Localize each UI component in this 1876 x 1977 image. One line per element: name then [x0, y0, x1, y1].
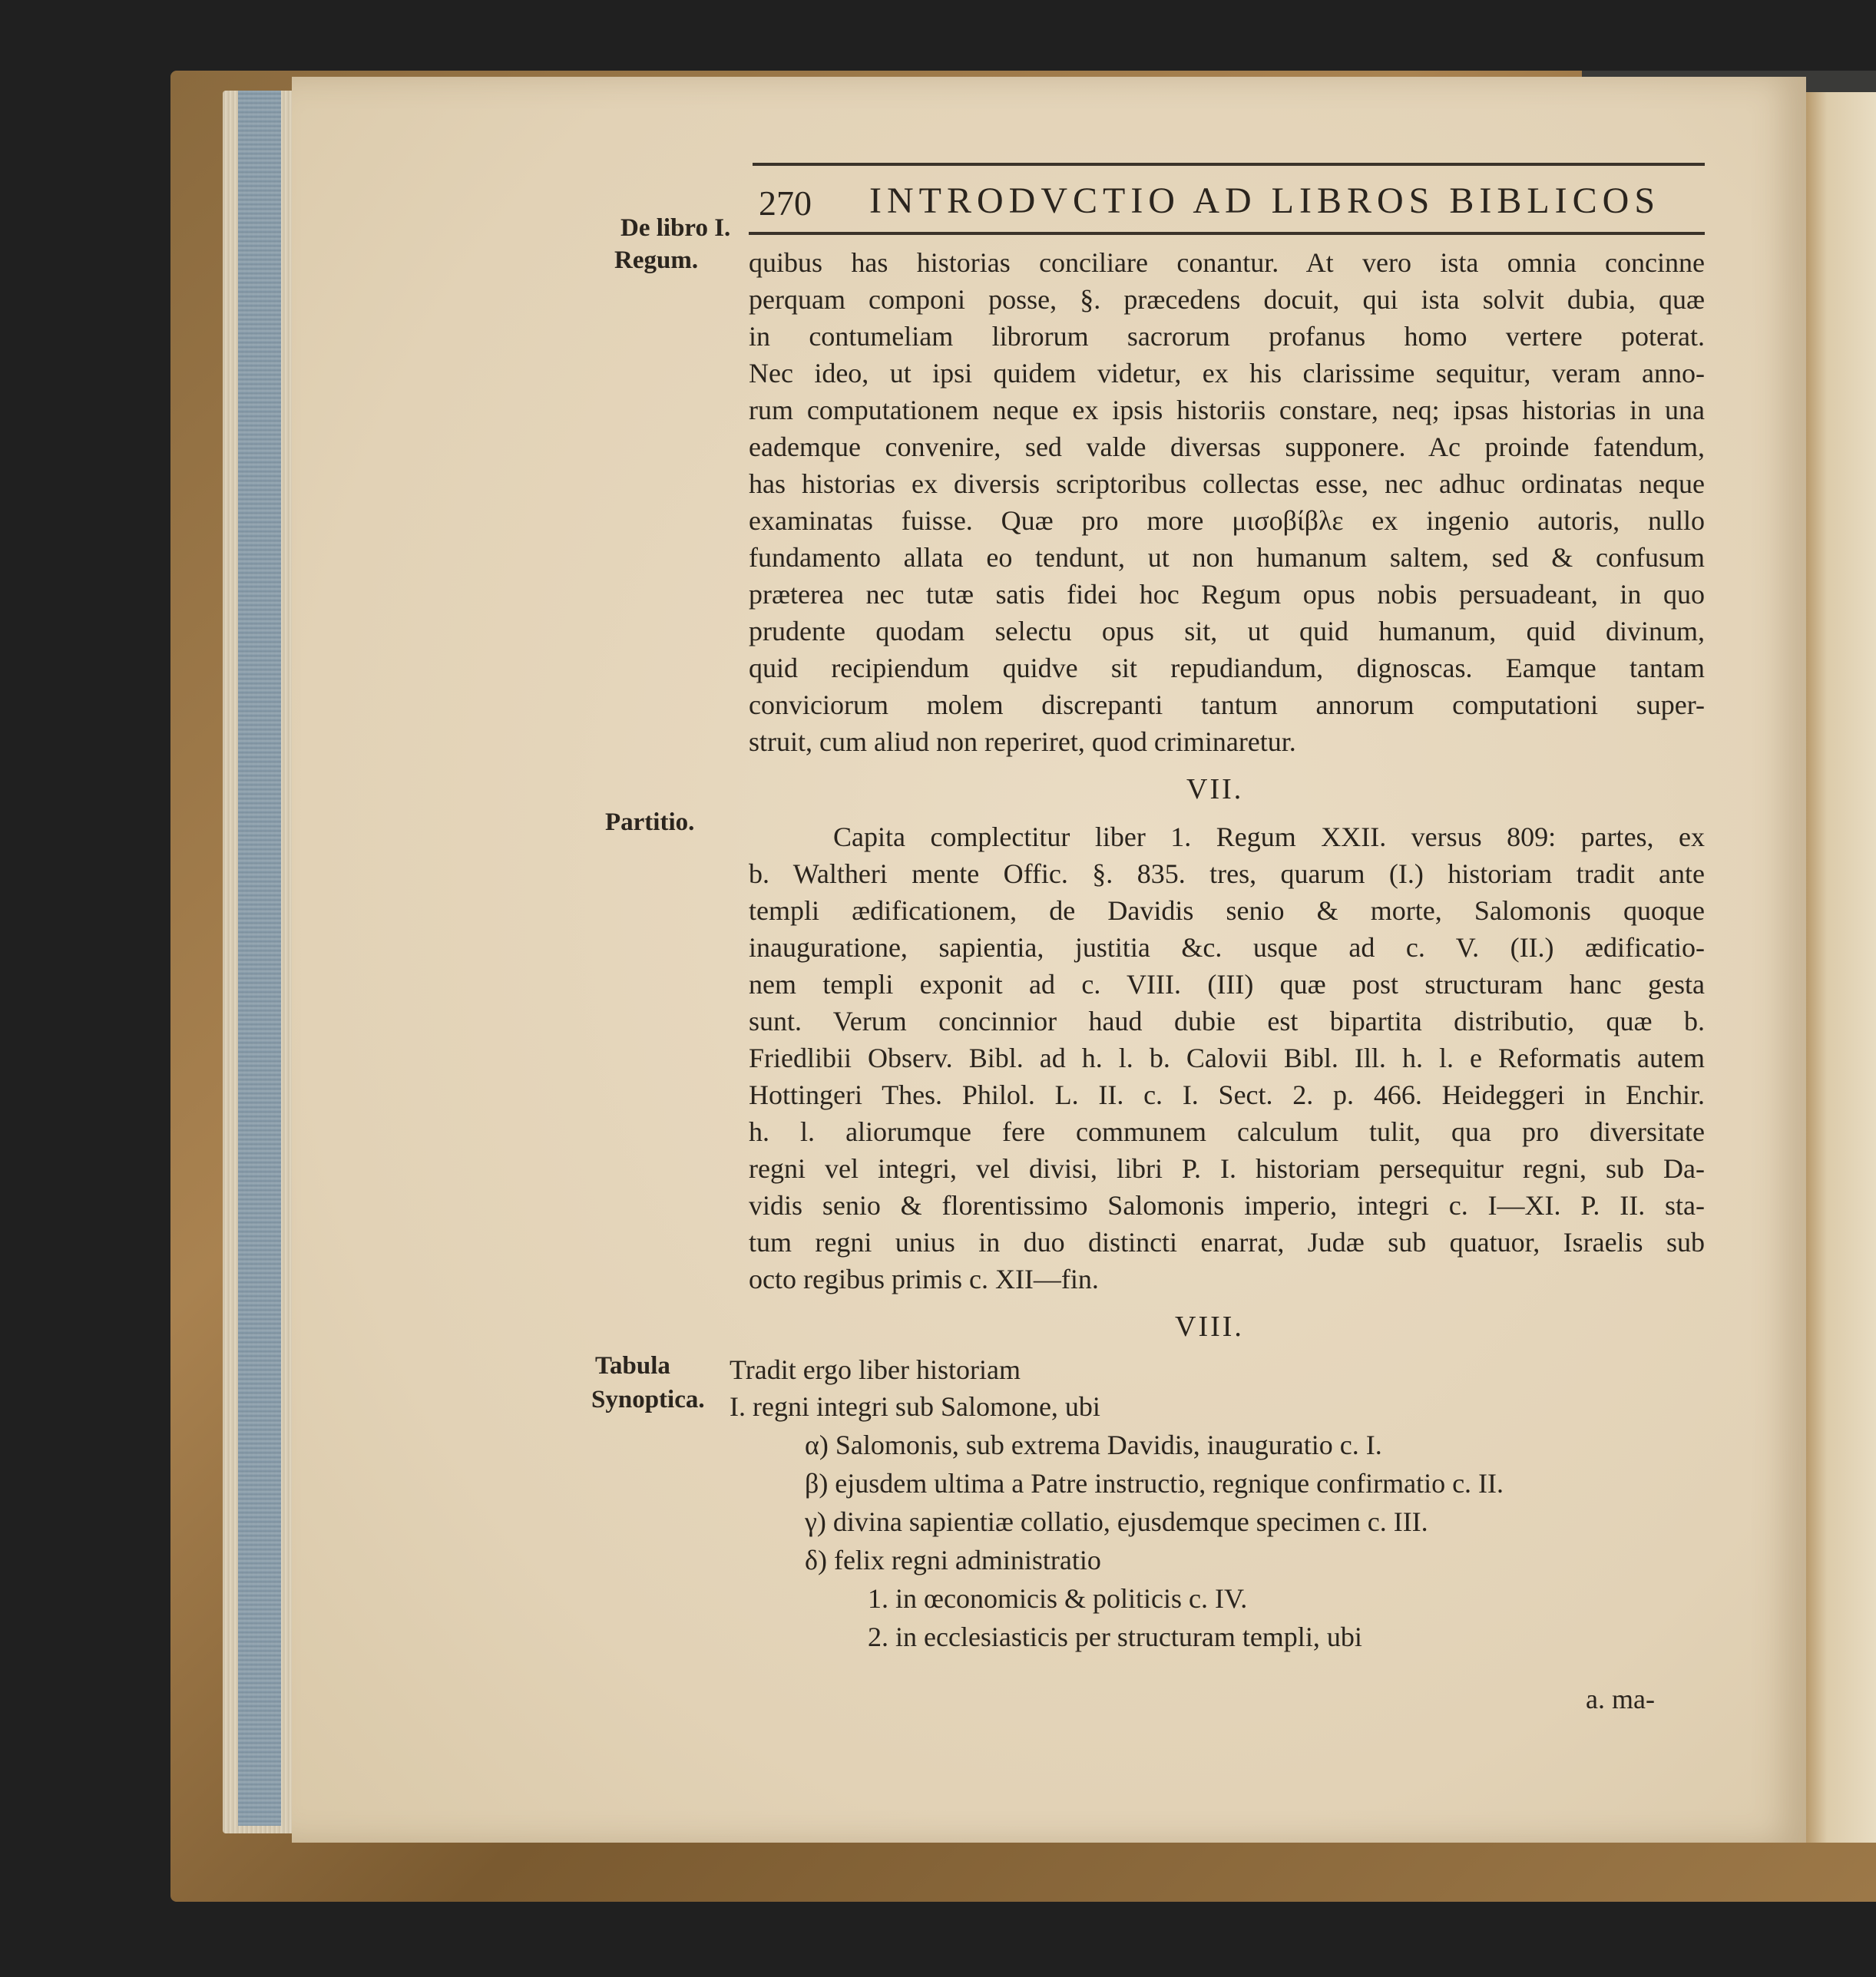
- text-line: vidis senio & florentissimo Salomonis imperio, integri c. I—XI. P. II. sta-: [749, 1190, 1705, 1221]
- text-line: quid recipiendum quidve sit repudiandum, dignoscas. Eamque tantam: [749, 653, 1705, 683]
- text-line: tum regni unius in duo distincti enarrat, Judæ sub quatuor, Israelis sub: [749, 1227, 1705, 1258]
- text-line: regni vel integri, vel divisi, libri P. I. historiam persequitur regni, sub Da-: [749, 1153, 1705, 1184]
- text-line: Friedlibii Observ. Bibl. ad h. l. b. Calovii Bibl. Ill. h. l. e Reformatis autem: [749, 1043, 1705, 1073]
- text-line: in contumeliam librorum sacrorum profanus homo vertere poterat.: [749, 321, 1705, 352]
- text-line: templi ædificationem, de Davidis senio & morte, Salomonis quoque: [749, 895, 1705, 926]
- margin-note-de-libro: De libro I.: [620, 214, 731, 242]
- header-rule-top: [753, 163, 1705, 166]
- text-line: b. Waltheri mente Offic. §. 835. tres, quarum (I.) historiam tradit ante: [749, 858, 1705, 889]
- margin-note-synoptica: Synoptica.: [591, 1386, 705, 1413]
- text-line: sunt. Verum concinnior haud dubie est bipartita distributio, quæ b.: [749, 1006, 1705, 1036]
- text-line: quibus has historias conciliare conantur. At vero ista omnia concinne: [749, 247, 1705, 278]
- synopsis-item: α) Salomonis, sub extrema Davidis, inauguratio c. I.: [805, 1430, 1382, 1460]
- section-number-vii: VII.: [1186, 773, 1244, 805]
- margin-note-partitio: Partitio.: [605, 808, 695, 836]
- margin-note-tabula: Tabula: [595, 1352, 670, 1380]
- section-number-viii: VIII.: [1175, 1311, 1244, 1343]
- margin-note-regum: Regum.: [614, 246, 699, 274]
- running-title: INTRODVCTIO AD LIBROS BIBLICOS: [869, 180, 1661, 221]
- synopsis-item: I. regni integri sub Salomone, ubi: [730, 1391, 1100, 1422]
- sprinkled-page-edge: [238, 91, 281, 1826]
- text-line: Nec ideo, ut ipsi quidem videtur, ex his clarissime sequitur, veram anno-: [749, 358, 1705, 388]
- synopsis-subitem: 1. in œconomicis & politicis c. IV.: [868, 1583, 1248, 1614]
- text-line: nem templi exponit ad c. VIII. (III) quæ post structuram hanc gesta: [749, 969, 1705, 1000]
- text-line: octo regibus primis c. XII—fin.: [749, 1264, 1099, 1294]
- header-rule-bottom: [749, 232, 1705, 235]
- text-line: conviciorum molem discrepanti tantum annorum computationi super-: [749, 689, 1705, 720]
- text-line: præterea nec tutæ satis fidei hoc Regum opus nobis persuadeant, in quo: [749, 579, 1705, 610]
- text-line: Capita complectitur liber 1. Regum XXII. versus 809: partes, ex: [833, 822, 1705, 852]
- text-line: examinatas fuisse. Quæ pro more μισοβίβλε ex ingenio autoris, nullo: [749, 505, 1705, 536]
- text-line: has historias ex diversis scriptoribus collectas esse, nec adhuc ordinatas neque: [749, 468, 1705, 499]
- text-line: eademque convenire, sed valde diversas supponere. Ac proinde fatendum,: [749, 431, 1705, 462]
- synopsis-item: δ) felix regni administratio: [805, 1545, 1101, 1575]
- text-line: Hottingeri Thes. Philol. L. II. c. I. Sect. 2. p. 466. Heideggeri in Enchir.: [749, 1079, 1705, 1110]
- text-line: h. l. aliorumque fere communem calculum tulit, qua pro diversitate: [749, 1116, 1705, 1147]
- text-line: perquam componi posse, §. præcedens docuit, qui ista solvit dubia, quæ: [749, 284, 1705, 315]
- synopsis-item: γ) divina sapientiæ collatio, ejusdemque specimen c. III.: [805, 1506, 1428, 1537]
- synopsis-intro: Tradit ergo liber historiam: [730, 1354, 1021, 1385]
- text-line: struit, cum aliud non reperiret, quod criminaretur.: [749, 726, 1296, 757]
- text-line: rum computationem neque ex ipsis historiis constare, neq; ipsas historias in una: [749, 395, 1705, 425]
- page-number: 270: [759, 183, 812, 223]
- text-line: inauguratione, sapientia, justitia &c. usque ad c. V. (II.) ædificatio-: [749, 932, 1705, 963]
- text-line: prudente quodam selectu opus sit, ut quid humanum, quid divinum,: [749, 616, 1705, 646]
- facing-page-edge: [1806, 92, 1876, 1843]
- synopsis-item: β) ejusdem ultima a Patre instructio, regnique confirmatio c. II.: [805, 1468, 1504, 1499]
- catchword: a. ma-: [1586, 1684, 1655, 1714]
- text-line: fundamento allata eo tendunt, ut non humanum saltem, sed & confusum: [749, 542, 1705, 573]
- synopsis-subitem: 2. in ecclesiasticis per structuram templi, ubi: [868, 1622, 1362, 1652]
